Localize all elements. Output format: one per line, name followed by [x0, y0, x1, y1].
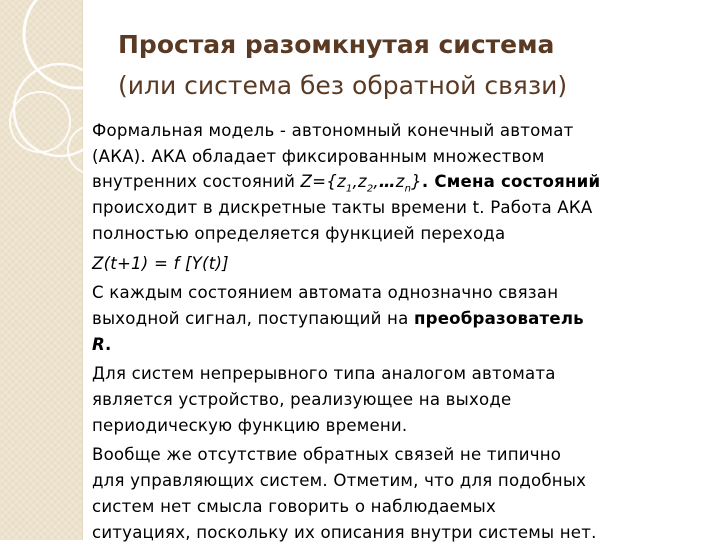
paragraph-continuous-systems [92, 361, 704, 438]
text-line [92, 332, 704, 358]
text-line: Для систем непрерывного типа аналогом автомата [92, 364, 556, 384]
text-line: Вообще же отсутствие обратных связей не типично [92, 445, 562, 465]
text-fragment: . Смена состояний [421, 172, 601, 192]
text-line: ситуациях, поскольку их описания внутри системы нет. [92, 522, 597, 542]
text-line: С каждым состоянием автомата однозначно связан [92, 283, 559, 303]
converter-symbol: R [92, 334, 105, 354]
transition-formula: Z(t+1) = f [Y(t)] [92, 253, 229, 273]
converter-term: преобразователь [413, 308, 584, 328]
paragraph-output-signal [92, 280, 704, 357]
slide-body [92, 118, 704, 549]
text-line [92, 169, 704, 195]
text-line: Формальная модель - автономный конечный автомат [92, 121, 574, 140]
text-fragment: выходной сигнал, поступающий на [92, 308, 414, 328]
text-line: для управляющих систем. Отметим, что для подобных [92, 471, 587, 491]
text-line: систем нет смысла говорить о наблюдаемых [92, 496, 496, 516]
state-set-formula: $Z=\{z_1,z_2,\dots z_n\}$ [300, 172, 422, 195]
text-line: полностью определяется функцией перехода [92, 223, 506, 243]
paragraph-feedback-note [92, 442, 704, 545]
paragraph-formal-model [92, 118, 704, 247]
text-line [92, 306, 704, 332]
text-line: является устройство, реализующее на выходе [92, 390, 512, 410]
title-main: Простая разомкнутая система [118, 30, 555, 59]
slide-title [118, 28, 708, 104]
text-line: периодическую функцию времени. [92, 415, 408, 435]
text-fragment: внутренних состояний [92, 172, 301, 192]
paragraph-transition-formula [92, 251, 704, 277]
text-line: происходит в дискретные такты времени t. Работа АКА [92, 198, 593, 218]
text-fragment: . [104, 334, 112, 354]
title-subtitle: (или система без обратной связи) [118, 71, 568, 100]
text-line: (АКА). АКА обладает фиксированным множеством [92, 146, 545, 166]
